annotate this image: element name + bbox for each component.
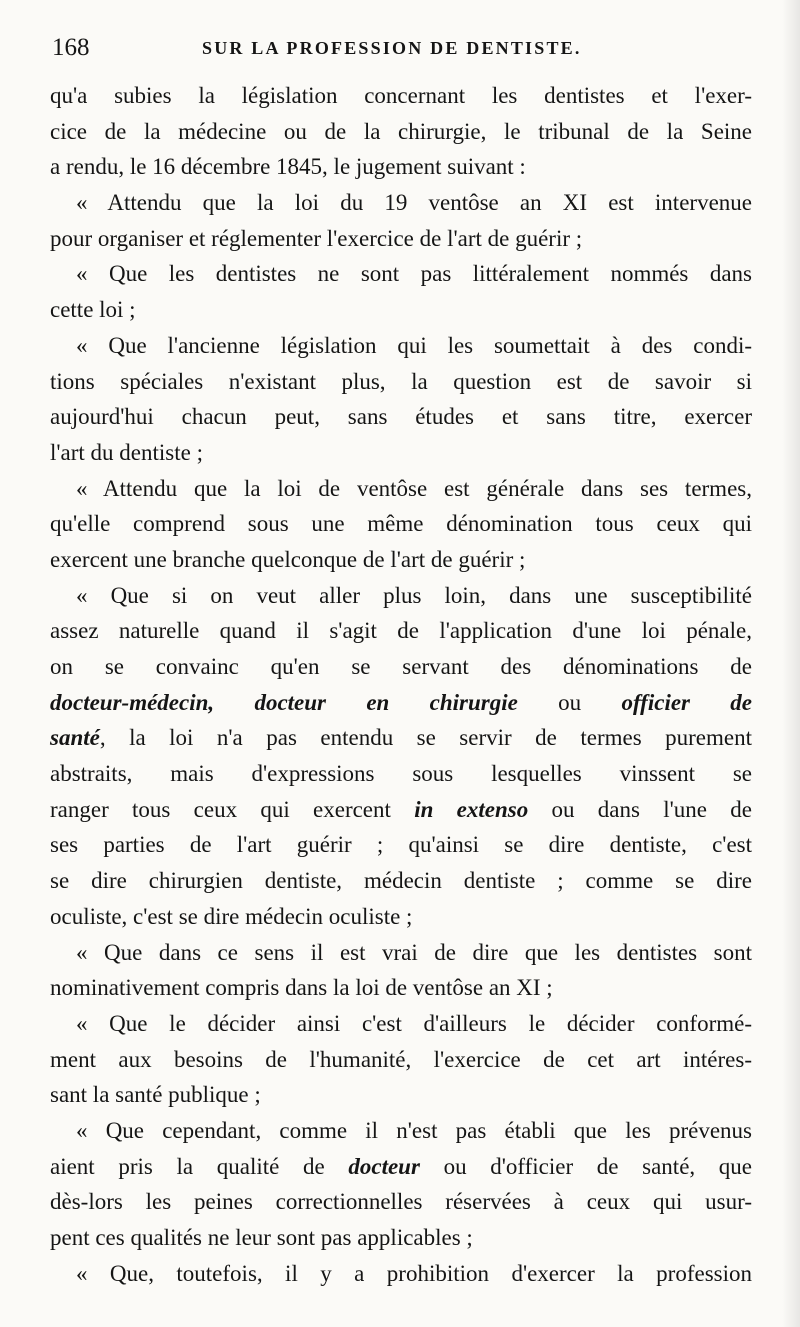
text-line: « Que dans ce sens il est vrai de dire que les dentistes sont xyxy=(76,939,752,965)
text-line: « Que l'ancienne législation qui les soumettait à des condi- xyxy=(76,332,752,358)
text-line: qu'a subies la législation concernant les dentistes et l'exer- xyxy=(50,83,752,108)
italic-text: docteur-médecin, docteur en chirurgie xyxy=(50,689,518,715)
page-edge-shadow xyxy=(782,0,800,1327)
text-line: « Que si on veut aller plus loin, dans une susceptibilité xyxy=(76,582,752,608)
text-line: exercent une branche quelconque de l'art de guérir ; xyxy=(50,546,526,572)
text-line: ranger tous ceux qui exercent in extenso ou dans l'une de xyxy=(50,796,752,822)
text-line: « Attendu que la loi de ventôse est générale dans ses termes, xyxy=(76,475,752,501)
text-line: tions spéciales n'existant plus, la question est de savoir si xyxy=(50,368,752,394)
page-number: 168 xyxy=(52,34,90,61)
text-line: santé, la loi n'a pas entendu se servir de termes purement xyxy=(50,725,752,751)
running-head: SUR LA PROFESSION DE DENTISTE. xyxy=(202,38,582,58)
text-line: a rendu, le 16 décembre 1845, le jugement suivant : xyxy=(50,154,526,180)
text-line: se dire chirurgien dentiste, médecin dentiste ; comme se dire xyxy=(50,868,752,894)
text-line: pent ces qualités ne leur sont pas applicables ; xyxy=(50,1225,473,1250)
text-line: oculiste, c'est se dire médecin oculiste ; xyxy=(50,903,413,929)
text-line: aujourd'hui chacun peut, sans études et sans titre, exercer xyxy=(50,404,752,430)
italic-text: santé xyxy=(50,725,100,751)
text-line: pour organiser et réglementer l'exercice de l'art de guérir ; xyxy=(50,225,583,251)
text-line: « Que cependant, comme il n'est pas établi que les prévenus xyxy=(76,1117,752,1143)
text-line: abstraits, mais d'expressions sous lesquelles vinssent se xyxy=(50,761,752,787)
text-line: « Attendu que la loi du 19 ventôse an XI est intervenue xyxy=(76,190,752,216)
text-line: assez naturelle quand il s'agit de l'application d'une loi pénale, xyxy=(50,618,752,644)
text-line: cette loi ; xyxy=(50,297,136,323)
text-line: docteur-médecin, docteur en chirurgie ou officier de xyxy=(50,689,753,715)
italic-text: in extenso xyxy=(414,796,529,822)
text-line: cice de la médecine ou de la chirurgie, le tribunal de la Seine xyxy=(50,118,752,144)
italic-text: docteur xyxy=(348,1153,420,1179)
italic-text: officier de xyxy=(621,689,753,715)
page-header xyxy=(52,28,752,68)
text-line: ses parties de l'art guérir ; qu'ainsi se dire dentiste, c'est xyxy=(50,832,752,858)
text-line: qu'elle comprend sous une même dénomination tous ceux qui xyxy=(50,511,752,537)
text-line: aient pris la qualité de docteur ou d'officier de santé, que xyxy=(50,1153,753,1179)
text-line: sant la santé publique ; xyxy=(50,1082,261,1108)
text-line: on se convainc qu'en se servant des dénominations de xyxy=(50,654,752,679)
text-line: l'art du dentiste ; xyxy=(50,439,203,465)
text-line: « Que le décider ainsi c'est d'ailleurs le décider conformé- xyxy=(76,1010,752,1036)
text-line: nominativement compris dans la loi de ventôse an XI ; xyxy=(50,975,553,1001)
text-line: dès-lors les peines correctionnelles réservées à ceux qui usur- xyxy=(50,1189,752,1215)
text-line: « Que, toutefois, il y a prohibition d'exercer la profession xyxy=(76,1260,752,1286)
text-line: « Que les dentistes ne sont pas littéralement nommés dans xyxy=(76,261,752,287)
body-text xyxy=(50,78,752,1291)
text-line: ment aux besoins de l'humanité, l'exercice de cet art intéres- xyxy=(50,1046,752,1072)
